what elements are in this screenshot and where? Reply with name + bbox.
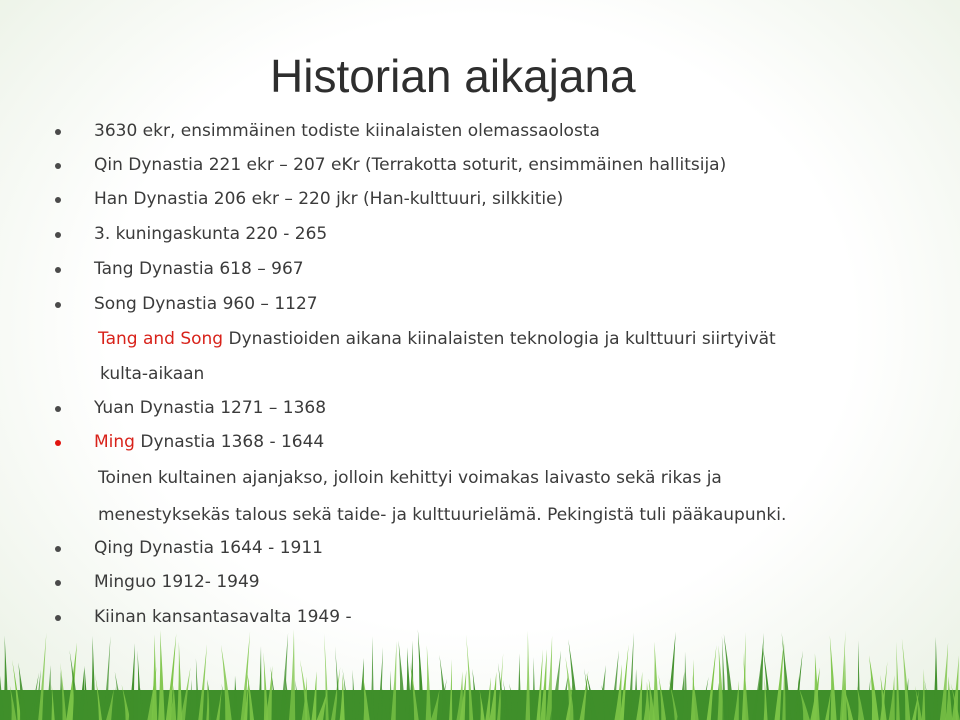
timeline-item: Song Dynastia 960 – 1127 — [94, 294, 318, 314]
grass-blade — [158, 630, 165, 720]
bullet-dot — [55, 546, 61, 552]
grass-blade — [371, 636, 375, 720]
timeline-item — [94, 430, 324, 454]
timeline-item: 3. kuningaskunta 220 - 265 — [94, 224, 328, 244]
timeline-note — [98, 327, 776, 351]
bullet-dot — [55, 232, 61, 238]
grass-blade — [426, 645, 432, 720]
highlight-text: Ming — [94, 432, 135, 452]
bullet-dot — [55, 580, 61, 586]
timeline-item: Qin Dynastia 221 ekr – 207 eKr (Terrakotta soturit, ensimmäinen hallitsija) — [94, 155, 727, 175]
grass-decoration — [0, 620, 960, 720]
grass-blade — [813, 653, 820, 720]
grass-blade — [90, 636, 95, 720]
bullet-dot-highlight — [55, 440, 61, 446]
bullet-dot — [55, 302, 61, 308]
grass-blade — [517, 653, 521, 720]
timeline-item: Kiinan kansantasavalta 1949 - — [94, 607, 352, 627]
timeline-item: Minguo 1912- 1949 — [94, 572, 260, 592]
timeline-note: Toinen kultainen ajanjakso, jolloin kehittyi voimakas laivasto sekä rikas ja — [98, 468, 722, 488]
item-text: Dynastia 1368 - 1644 — [134, 432, 325, 452]
bullet-dot — [55, 163, 61, 169]
grass-blade — [137, 650, 141, 720]
slide-title: Historian aikajana — [270, 50, 636, 102]
bullet-dot — [55, 197, 61, 203]
grass-blade — [152, 634, 158, 720]
grass-blade — [653, 642, 660, 720]
timeline-item: Han Dynastia 206 ekr – 220 jkr (Han-kulttuuri, silkkitie) — [94, 189, 564, 209]
note-text: Dynastioiden aikana kiinalaisten teknologia ja kulttuuri siirtyivät — [223, 329, 776, 349]
bullet-dot — [55, 129, 61, 135]
grass-blade — [177, 642, 182, 720]
grass-blade — [933, 637, 938, 720]
timeline-item: Yuan Dynastia 1271 – 1368 — [94, 398, 327, 418]
grass-blade — [196, 658, 199, 720]
timeline-note: kulta-aikaan — [100, 364, 205, 384]
highlight-text: Tang and Song — [98, 329, 224, 349]
grass-blade — [3, 636, 8, 720]
timeline-note: menestyksekäs talous sekä taide- ja kulttuurielämä. Pekingistä tuli pääkaupunki. — [98, 505, 787, 525]
grass-blade — [526, 631, 531, 720]
timeline-item: Tang Dynastia 618 – 967 — [94, 259, 304, 279]
grass-blade — [896, 642, 900, 720]
bullet-dot — [55, 267, 61, 273]
timeline-item: 3630 ekr, ensimmäinen todiste kiinalaisten olemassaolosta — [94, 121, 600, 141]
bullet-dot — [55, 406, 61, 412]
timeline-item: Qing Dynastia 1644 - 1911 — [94, 538, 323, 558]
grass-blade — [532, 657, 536, 720]
